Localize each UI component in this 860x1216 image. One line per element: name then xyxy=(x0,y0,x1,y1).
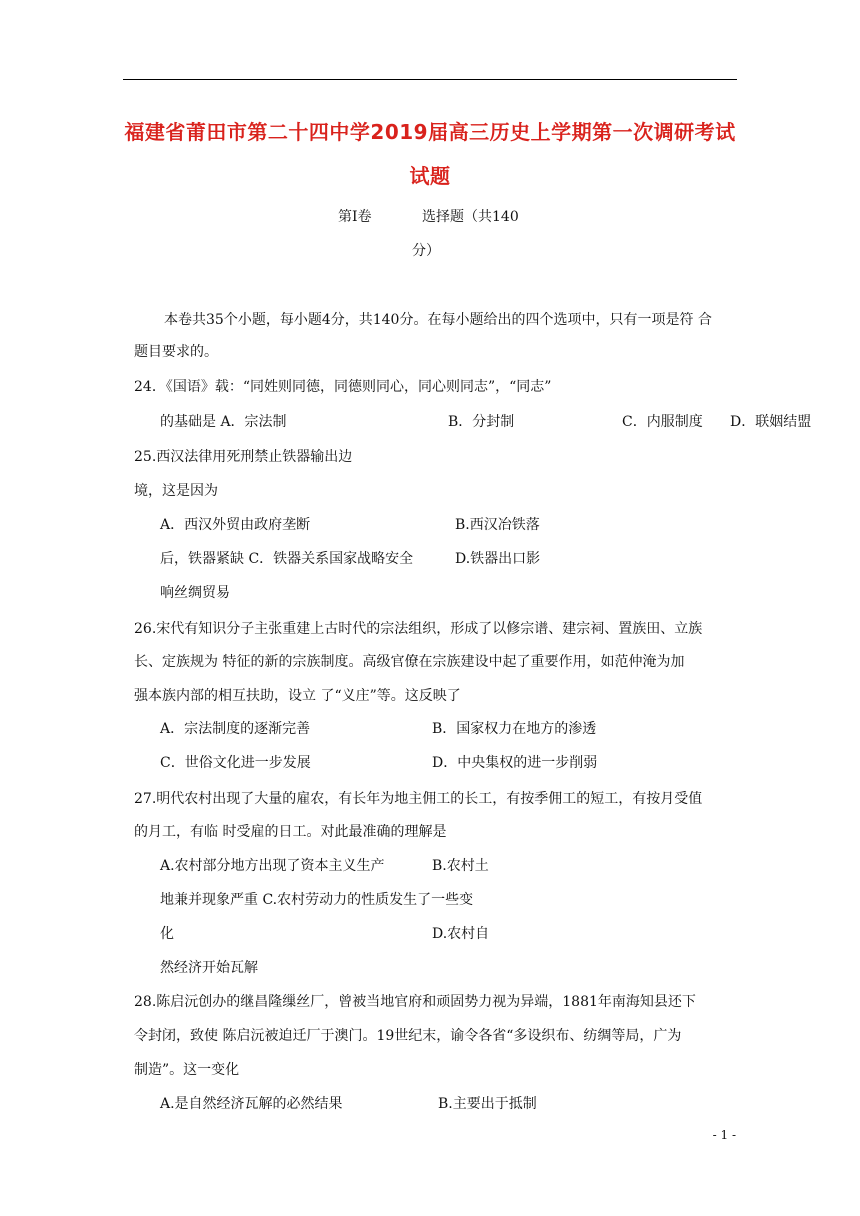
instructions-line2: 题目要求的。 xyxy=(134,344,218,360)
q25-stem-line2: 境，这是因为 xyxy=(134,483,218,499)
q28-option-b: B.主要出于抵制 xyxy=(438,1096,537,1112)
header-rule xyxy=(123,79,737,80)
q28-stem-line3: 制造”。这一变化 xyxy=(134,1062,240,1078)
q25-option-b: B.西汉冶铁落 xyxy=(455,517,540,533)
instructions-line1: 本卷共35个小题，每小题4分，共140分。在每小题给出的四个选项中，只有一项是符 合 xyxy=(164,312,712,328)
q27-option-a: A.农村部分地方出现了资本主义生产 xyxy=(160,858,385,874)
q28-stem-line1: 28.陈启沅创办的继昌隆缫丝厂，曾被当地官府和顽固势力视为异端，1881年南海知县还下 xyxy=(134,994,696,1010)
q27-line5: 然经济开始瓦解 xyxy=(160,960,258,976)
q27-line3: 地兼并现象严重 C.农村劳动力的性质发生了一些变 xyxy=(160,892,474,908)
q25-line3: 后，铁器紧缺 C．铁器关系国家战略安全 xyxy=(160,551,414,567)
exam-title-line1: 福建省莆田市第二十四中学2019届高三历史上学期第一次调研考试 xyxy=(124,120,736,144)
q25-line4: 响丝绸贸易 xyxy=(160,585,230,601)
q26-stem-line1: 26.宋代有知识分子主张重建上古时代的宗法组织，形成了以修宗谱、建宗祠、置族田、立族 xyxy=(134,621,703,637)
q24-option-d: D．联姻结盟 xyxy=(730,414,812,430)
page-number: - 1 - xyxy=(712,1128,736,1142)
q26-option-d: D．中央集权的进一步削弱 xyxy=(432,755,598,771)
q24-option-c: C．内服制度 xyxy=(622,414,703,430)
section-label: 第Ⅰ卷 xyxy=(338,209,372,225)
q25-stem-line1: 25.西汉法律用死刑禁止铁器输出边 xyxy=(134,449,353,465)
section-name-cont: 分） xyxy=(412,243,440,259)
q28-stem-line2: 令封闭，致使 陈启沅被迫迁厂于澳门。19世纪末，谕令各省“多设织布、纺绸等局，广为 xyxy=(134,1028,682,1044)
q26-option-a: A．宗法制度的逐渐完善 xyxy=(160,721,311,737)
q26-option-c: C．世俗文化进一步发展 xyxy=(160,755,311,771)
q24-stem-line1: 24．《国语》载：“同姓则同德，同德则同心，同心则同志”，“同志” xyxy=(134,379,552,395)
q24-option-b: B．分封制 xyxy=(448,414,515,430)
q28-option-a: A.是自然经济瓦解的必然结果 xyxy=(160,1096,343,1112)
q26-option-b: B．国家权力在地方的渗透 xyxy=(432,721,597,737)
q27-option-b: B.农村土 xyxy=(432,858,489,874)
q27-option-d: D.农村自 xyxy=(432,926,490,942)
q26-stem-line3: 强本族内部的相互扶助，设立 了“义庄”等。这反映了 xyxy=(134,688,461,704)
q26-stem-line2: 长、定族规为 特征的新的宗族制度。高级官僚在宗族建设中起了重要作用，如范仲淹为加 xyxy=(134,654,685,670)
q25-option-a: A．西汉外贸由政府垄断 xyxy=(160,517,311,533)
q27-stem-line2: 的月工，有临 时受雇的日工。对此最准确的理解是 xyxy=(134,824,447,840)
exam-title-line2: 试题 xyxy=(409,164,451,188)
q24-stem-line2: 的基础是 A．宗法制 xyxy=(160,414,287,430)
q27-stem-line1: 27.明代农村出现了大量的雇农，有长年为地主佣工的长工，有按季佣工的短工，有按月受值 xyxy=(134,791,703,807)
q27-line4: 化 xyxy=(160,926,174,942)
q25-option-d: D.铁器出口影 xyxy=(455,551,541,567)
section-name: 选择题（共140 xyxy=(422,209,519,225)
